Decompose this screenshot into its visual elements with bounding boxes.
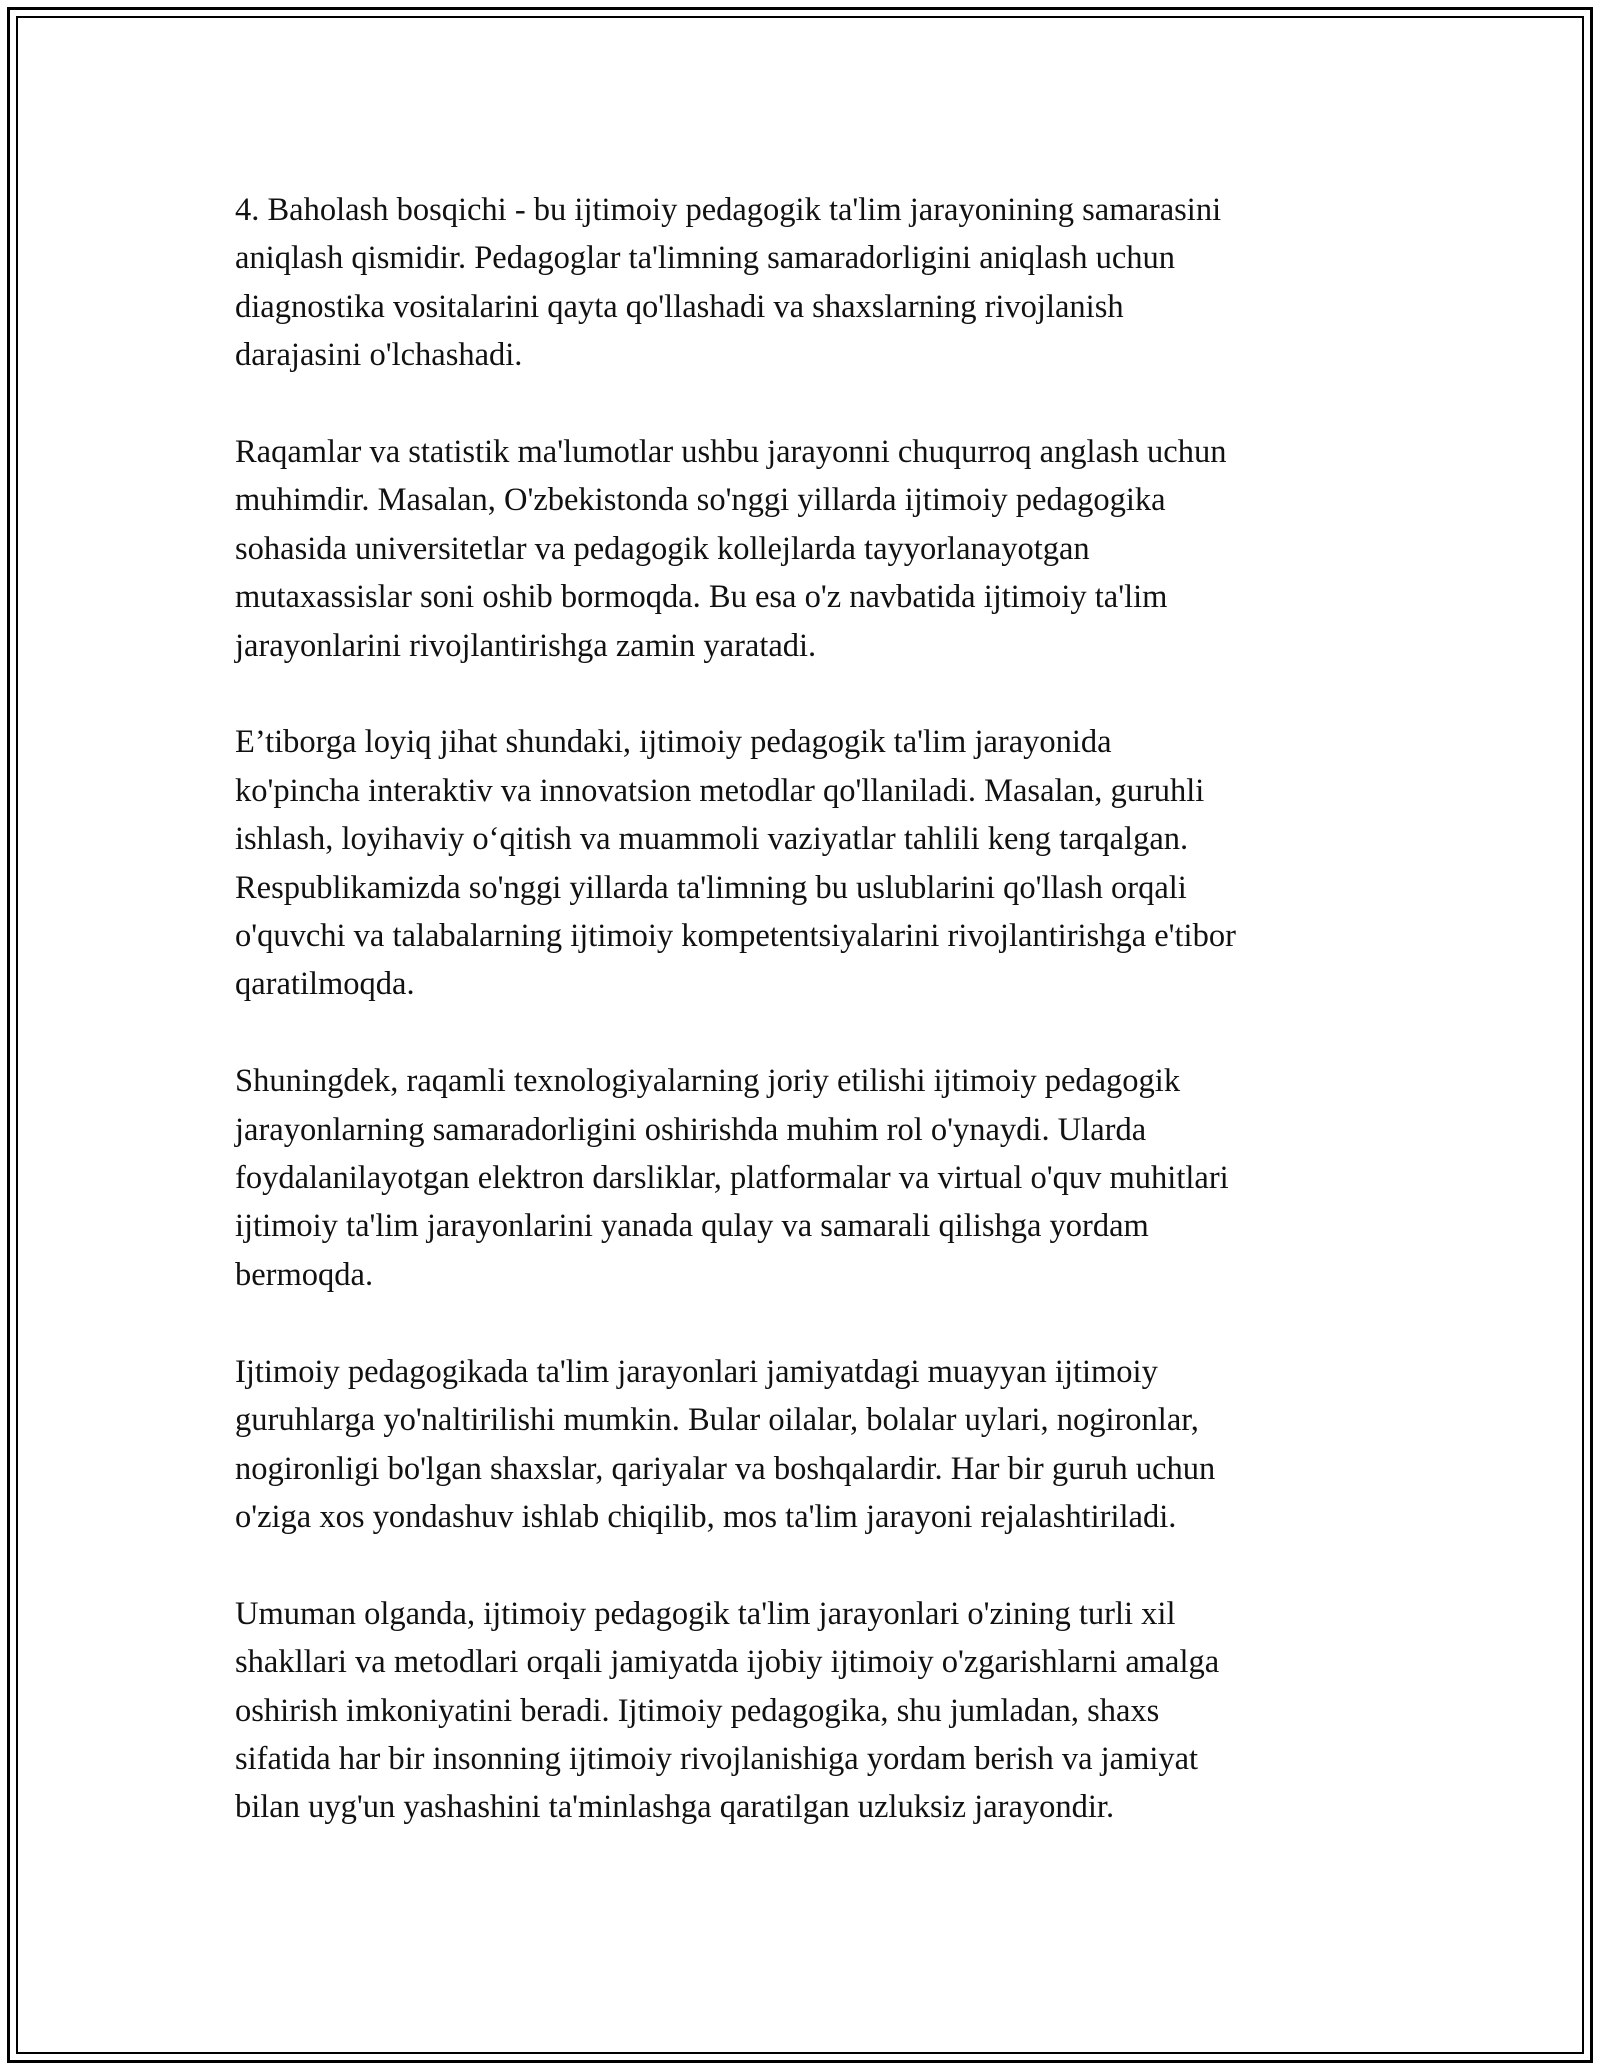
paragraph-social-groups: Ijtimoiy pedagogikada ta'lim jarayonlari jamiyatdagi muayyan ijtimoiy guruhlarga yo'naltirilishi mumkin. Bular oilalar, bolalar uylari, nogironlar, nogironligi bo'lgan shaxslar, qariyalar va boshqalardir. Har bir guruh uchun o'ziga xos yondashuv ishlab chiqilib, mos ta'lim jarayoni rejalashtiriladi. — [235, 1353, 1216, 1535]
paragraph-interactive-methods: E’tiborga loyiq jihat shundaki, ijtimoiy pedagogik ta'lim jarayonida ko'pincha interaktiv va innovatsion metodlar qo'llaniladi. Masalan, guruhli ishlash, loyihaviy o‘qitish va muammoli vaziyatlar tahlili keng tarqalgan. Respublikamizda so'nggi yillarda ta'limning bu uslublarini qo'llash orqali o'quvchi va talabalarning ijtimoiy kompetentsiyalarini rivojlantirishga e'tibor qaratilmoqda. — [235, 724, 1236, 1003]
paragraph-evaluation-stage: 4. Baholash bosqichi - bu ijtimoiy pedagogik ta'lim jarayonining samarasini aniqlash qismidir. Pedagoglar ta'limning samaradorligini aniqlash uchun diagnostika vositalarini qayta qo'llashadi va shaxslarning rivojlanish darajasini o'lchashadi. — [235, 192, 1222, 374]
paragraph-conclusion: Umuman olganda, ijtimoiy pedagogik ta'lim jarayonlari o'zining turli xil shakllari va metodlari orqali jamiyatda ijobiy ijtimoiy o'zgarishlarni amalga oshirish imkoniyatini beradi. Ijtimoiy pedagogika, shu jumladan, shaxs sifatida har bir insonning ijtimoiy rivojlanishiga yordam berish va jamiyat bilan uyg'un yashashini ta'minlashga qaratilgan uzluksiz jarayondir. — [235, 1595, 1220, 1826]
paragraph-statistics: Raqamlar va statistik ma'lumotlar ushbu jarayonni chuqurroq anglash uchun muhimdir. Masalan, O'zbekistonda so'nggi yillarda ijtimoiy pedagogika sohasida universitetlar va pedagogik kollejlarda tayyorlanayotgan mutaxassislar soni oshib bormoqda. Bu esa o'z navbatida ijtimoiy ta'lim jarayonlarini rivojlantirishga zamin yaratadi. — [235, 434, 1227, 664]
document-body — [235, 186, 1395, 1880]
paragraph-digital-technologies: Shuningdek, raqamli texnologiyalarning joriy etilishi ijtimoiy pedagogik jarayonlarning samaradorligini oshirishda muhim rol o'ynaydi. Ularda foydalanilayotgan elektron darsliklar, platformalar va virtual o'quv muhitlari ijtimoiy ta'lim jarayonlarini yanada qulay va samarali qilishga yordam bermoqda. — [235, 1063, 1229, 1293]
